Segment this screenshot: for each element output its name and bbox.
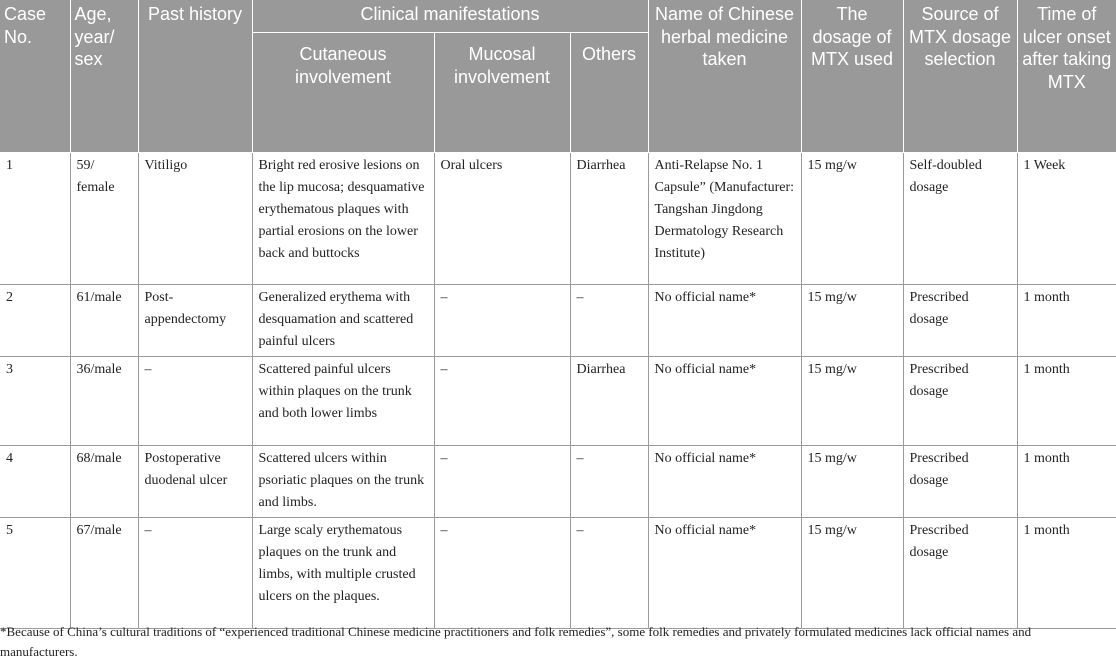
cell-herbal-medicine: No official name* [648, 446, 801, 518]
header-dosage-source: Source of MTX dosage selection [903, 0, 1017, 153]
cell-others: Diarrhea [570, 357, 648, 446]
cell-age-sex: 68/male [70, 446, 138, 518]
header-row-1 [0, 0, 1116, 33]
cell-dosage-source: Prescribed dosage [903, 446, 1017, 518]
cell-case-no: 1 [0, 153, 70, 285]
cell-dosage-source: Self-doubled dosage [903, 153, 1017, 285]
header-mtx-dosage: The dosage of MTX used [801, 0, 903, 153]
cell-mtx-dosage: 15 mg/w [801, 153, 903, 285]
cell-others: – [570, 518, 648, 629]
cell-dosage-source: Prescribed dosage [903, 285, 1017, 357]
cell-ulcer-onset: 1 month [1017, 446, 1116, 518]
cell-ulcer-onset: 1 Week [1017, 153, 1116, 285]
table-row [0, 357, 1116, 446]
table-row [0, 285, 1116, 357]
cell-age-sex: 59/ female [70, 153, 138, 285]
cell-herbal-medicine: No official name* [648, 285, 801, 357]
table-row [0, 446, 1116, 518]
cell-past-history: – [138, 518, 252, 629]
cell-herbal-medicine: No official name* [648, 518, 801, 629]
cell-past-history: Post-appendectomy [138, 285, 252, 357]
header-mucosal: Mucosal involvement [434, 33, 570, 153]
cell-past-history: – [138, 357, 252, 446]
cell-cutaneous: Scattered painful ulcers within plaques on the trunk and both lower limbs [252, 357, 434, 446]
cell-mtx-dosage: 15 mg/w [801, 357, 903, 446]
cell-mtx-dosage: 15 mg/w [801, 446, 903, 518]
cell-mucosal: – [434, 285, 570, 357]
cell-case-no: 4 [0, 446, 70, 518]
cell-case-no: 3 [0, 357, 70, 446]
cell-others: Diarrhea [570, 153, 648, 285]
cell-mucosal: – [434, 446, 570, 518]
cell-dosage-source: Prescribed dosage [903, 518, 1017, 629]
header-case-no: Case No. [0, 0, 70, 153]
cell-mucosal: – [434, 518, 570, 629]
header-clinical-manifestations: Clinical manifestations [252, 0, 648, 33]
cell-case-no: 5 [0, 518, 70, 629]
header-past-history: Past history [138, 0, 252, 153]
header-herbal-medicine: Name of Chinese herbal medicine taken [648, 0, 801, 153]
cell-case-no: 2 [0, 285, 70, 357]
cell-past-history: Vitiligo [138, 153, 252, 285]
cell-dosage-source: Prescribed dosage [903, 357, 1017, 446]
cell-cutaneous: Bright red erosive lesions on the lip mucosa; desquamative erythematous plaques with partial erosions on the lower back and buttocks [252, 153, 434, 285]
header-ulcer-onset: Time of ulcer onset after taking MTX [1017, 0, 1116, 153]
cell-mtx-dosage: 15 mg/w [801, 285, 903, 357]
cell-herbal-medicine: Anti-Relapse No. 1 Capsule” (Manufacturer: Tangshan Jingdong Dermatology Research Institute) [648, 153, 801, 285]
cell-ulcer-onset: 1 month [1017, 357, 1116, 446]
cell-mucosal: Oral ulcers [434, 153, 570, 285]
table-row [0, 153, 1116, 285]
table-footnote: *Because of China’s cultural traditions of “experienced traditional Chinese medicine practitioners and folk remedies”, some folk remedies and privately formulated medicines lack official names and manufacturers. [0, 624, 1032, 659]
header-others: Others [570, 33, 648, 153]
cell-mtx-dosage: 15 mg/w [801, 518, 903, 629]
cell-herbal-medicine: No official name* [648, 357, 801, 446]
cell-age-sex: 61/male [70, 285, 138, 357]
cell-age-sex: 67/male [70, 518, 138, 629]
cell-ulcer-onset: 1 month [1017, 518, 1116, 629]
cell-cutaneous: Large scaly erythematous plaques on the trunk and limbs, with multiple crusted ulcers on the plaques. [252, 518, 434, 629]
header-cutaneous: Cutaneous involvement [252, 33, 434, 153]
cell-others: – [570, 285, 648, 357]
cell-mucosal: – [434, 357, 570, 446]
cell-others: – [570, 446, 648, 518]
cell-ulcer-onset: 1 month [1017, 285, 1116, 357]
cell-cutaneous: Scattered ulcers within psoriatic plaques on the trunk and limbs. [252, 446, 434, 518]
cell-cutaneous: Generalized erythema with desquamation and scattered painful ulcers [252, 285, 434, 357]
cell-past-history: Postoperative duodenal ulcer [138, 446, 252, 518]
header-age-sex: Age, year/ sex [70, 0, 138, 153]
cell-age-sex: 36/male [70, 357, 138, 446]
table-row [0, 518, 1116, 629]
